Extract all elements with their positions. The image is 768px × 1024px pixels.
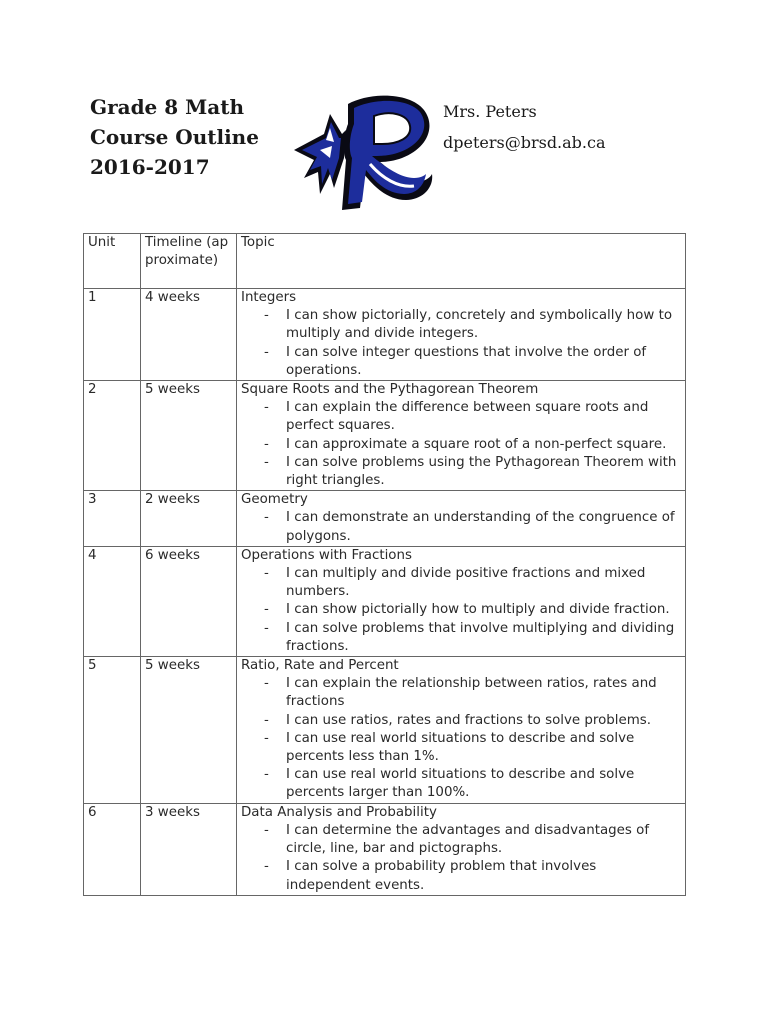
learning-goal (286, 344, 678, 380)
teacher-email: dpeters@brsd.ab.ca (443, 133, 606, 152)
unit-topic-cell (237, 289, 686, 381)
unit-topic-title: Operations with Fractions (241, 547, 412, 563)
learning-goal (286, 858, 678, 894)
unit-topic-title: Integers (241, 290, 297, 305)
unit-topic-title: Data Analysis and Probability (241, 804, 437, 820)
unit-number: 2 (84, 381, 141, 491)
header-timeline: Timeline (approximate) (141, 234, 237, 289)
header-topic: Topic (237, 234, 686, 289)
learning-goals-list (241, 822, 682, 895)
learning-goal (286, 565, 678, 601)
unit-topic-title: Ratio, Rate and Percent (241, 658, 399, 674)
learning-goal-text: - I can solve problems using the Pythagorean Theorem with right triangles. (286, 454, 677, 489)
learning-goals-list (241, 565, 682, 656)
learning-goal (286, 509, 678, 545)
learning-goals-list (241, 399, 682, 490)
document-title (90, 92, 259, 182)
unit-number: 6 (84, 803, 141, 895)
teacher-contact (443, 96, 606, 158)
title-line-year: 2016-2017 (90, 155, 210, 179)
unit-topic-title: Square Roots and the Pythagorean Theorem (241, 382, 539, 398)
learning-goal-text: - I can approximate a square root of a non-perfect square. (286, 436, 667, 452)
table-row (84, 546, 686, 656)
unit-timeline: 6 weeks (141, 546, 237, 656)
learning-goal (286, 307, 678, 343)
table-row (84, 657, 686, 804)
table-row (84, 803, 686, 895)
learning-goal-text: - I can demonstrate an understanding of the congruence of polygons. (286, 510, 675, 544)
learning-goal (286, 712, 678, 730)
learning-goal-text: - I can determine the advantages and disadvantages of circle, line, bar and pictographs. (286, 822, 650, 857)
learning-goal-text: - I can use real world situations to describe and solve percents larger than 100%. (286, 767, 635, 801)
unit-timeline: 4 weeks (141, 289, 237, 381)
course-outline-table (83, 233, 686, 896)
table-row (84, 491, 686, 547)
learning-goal (286, 436, 678, 454)
unit-timeline: 5 weeks (141, 657, 237, 804)
learning-goal (286, 399, 678, 435)
unit-topic-cell (237, 381, 686, 491)
learning-goal (286, 730, 678, 766)
table-row (84, 381, 686, 491)
learning-goal (286, 822, 678, 858)
learning-goal-text: - I can explain the difference between square roots and perfect squares. (286, 400, 649, 434)
unit-topic-cell (237, 546, 686, 656)
learning-goals-list (241, 509, 682, 545)
learning-goal (286, 454, 678, 490)
learning-goal-text: - I can show pictorially how to multiply and divide fraction. (286, 602, 670, 618)
unit-number: 1 (84, 289, 141, 381)
unit-timeline: 5 weeks (141, 381, 237, 491)
unit-topic-cell (237, 803, 686, 895)
unit-timeline: 2 weeks (141, 491, 237, 547)
unit-topic-title: Geometry (241, 492, 308, 508)
learning-goal-text: - I can multiply and divide positive fractions and mixed numbers. (286, 566, 646, 600)
learning-goal-text: - I can show pictorially, concretely and symbolically how to multiply and divide integers. (286, 308, 673, 342)
learning-goal-text: - I can solve problems that involve multiplying and dividing fractions. (286, 620, 675, 654)
learning-goal-text: - I can explain the relationship between ratios, rates and fractions (286, 676, 657, 710)
unit-timeline: 3 weeks (141, 803, 237, 895)
unit-topic-cell (237, 657, 686, 804)
unit-number: 5 (84, 657, 141, 804)
learning-goal (286, 675, 678, 711)
learning-goal (286, 766, 678, 802)
school-R-logo-icon (290, 90, 440, 218)
learning-goals-list (241, 307, 682, 380)
header-unit: Unit (84, 234, 141, 289)
learning-goal (286, 601, 678, 619)
title-line-subject: Grade 8 Math (90, 95, 245, 119)
unit-number: 4 (84, 546, 141, 656)
unit-topic-cell (237, 491, 686, 547)
learning-goal-text: - I can use ratios, rates and fractions to solve problems. (286, 712, 652, 728)
learning-goal (286, 620, 678, 656)
unit-number: 3 (84, 491, 141, 547)
teacher-name: Mrs. Peters (443, 102, 537, 121)
learning-goal-text: - I can solve a probability problem that involves independent events. (286, 859, 597, 893)
table-row (84, 289, 686, 381)
learning-goal-text: - I can solve integer questions that involve the order of operations. (286, 344, 647, 378)
table-header-row (84, 234, 686, 289)
learning-goals-list (241, 675, 682, 802)
title-line-outline: Course Outline (90, 125, 259, 149)
learning-goal-text: - I can use real world situations to describe and solve percents less than 1%. (286, 730, 635, 765)
